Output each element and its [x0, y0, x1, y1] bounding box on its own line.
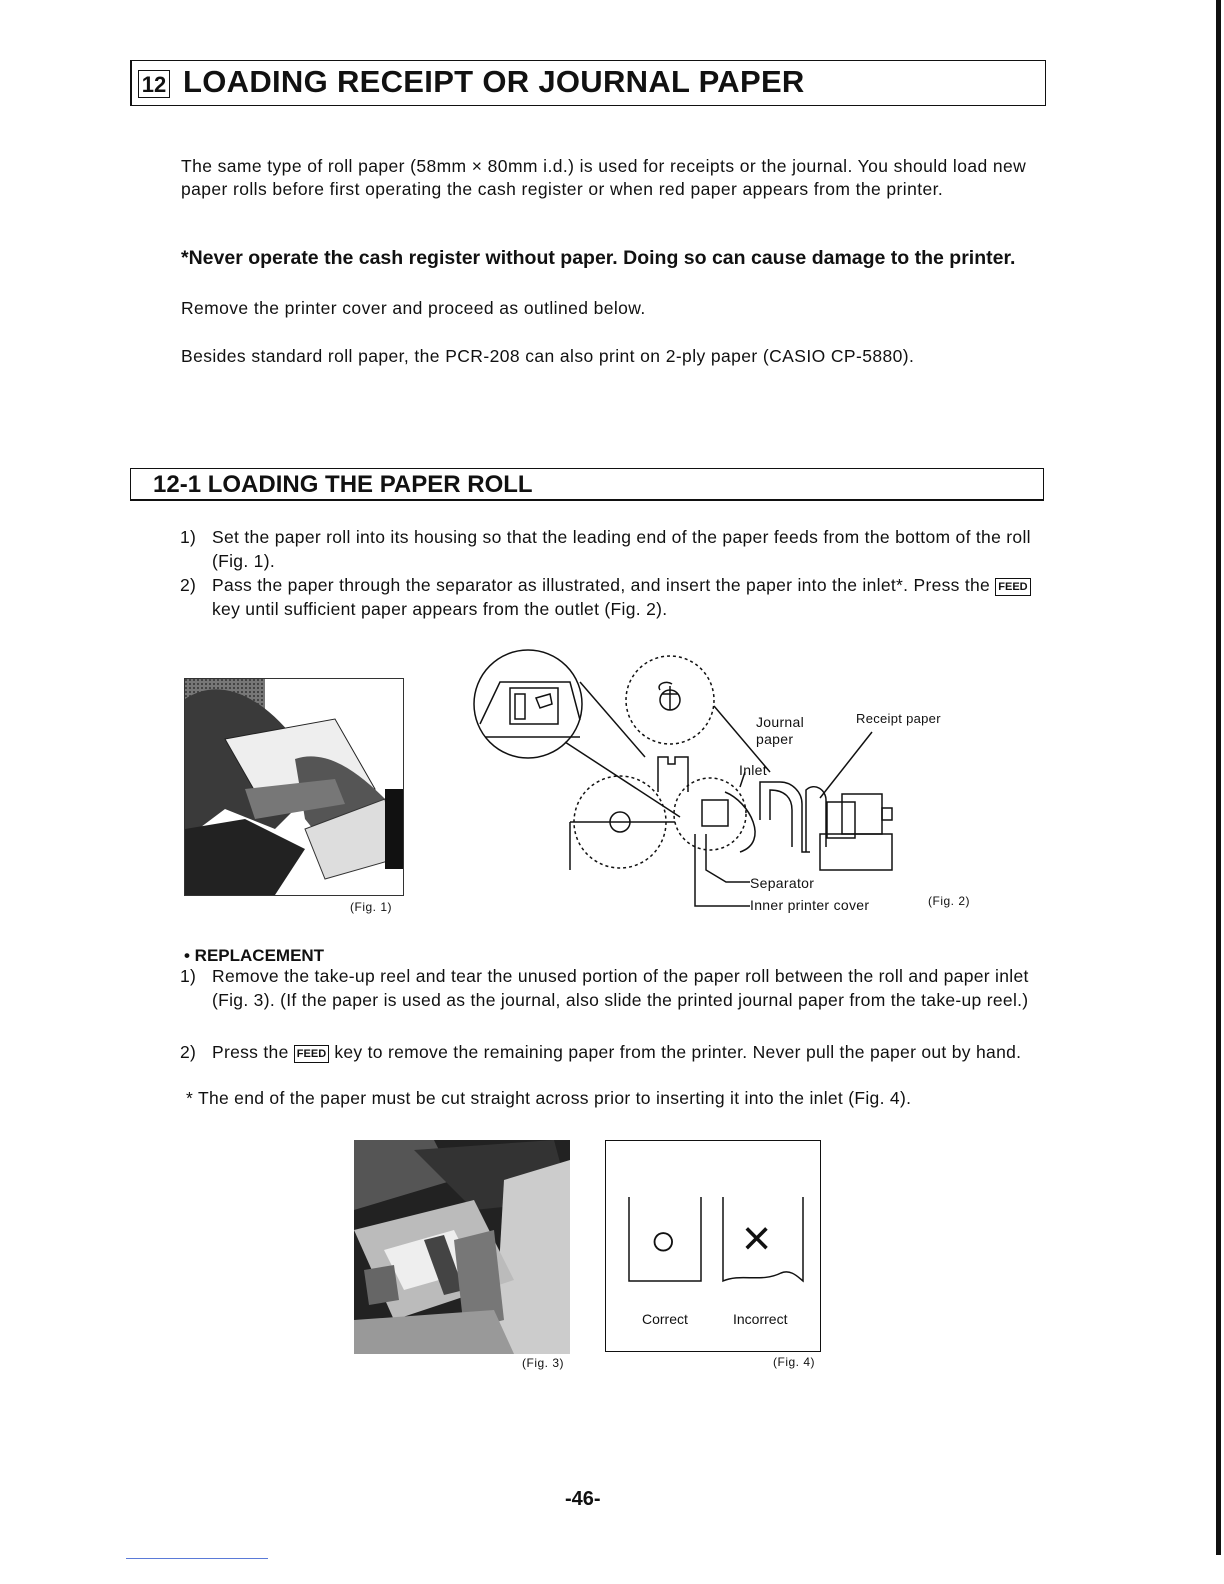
step-text-before: Press the: [212, 1042, 289, 1062]
replacement-step-1: [180, 964, 1046, 1012]
subsection-rule: [130, 499, 1044, 501]
label-journal-paper: paper: [756, 731, 794, 747]
step-1: [180, 525, 1046, 573]
figure-2-diagram: [470, 642, 990, 922]
printer-mechanism-icon: [354, 1140, 570, 1354]
replacement-step-2: [180, 1040, 1046, 1064]
label-journal: Journal: [756, 714, 805, 730]
label-inlet: Inlet: [739, 762, 767, 778]
replacement-heading: • REPLACEMENT: [184, 946, 325, 965]
page-edge-rule: [1216, 0, 1221, 1555]
page-number: -46-: [565, 1488, 601, 1510]
step-text-before: Pass the paper through the separator as illustrated, and insert the paper into the inlet*. Press the: [212, 575, 991, 595]
label-inner-cover: Inner printer cover: [750, 897, 870, 913]
section-title: LOADING RECEIPT OR JOURNAL PAPER: [183, 64, 805, 99]
step-number: 2): [180, 575, 197, 595]
warning-text: *Never operate the cash register without paper. Doing so can cause damage to the printer.: [181, 247, 1016, 269]
figure-1-photo: [184, 678, 404, 896]
figure-1-caption: (Fig. 1): [350, 900, 393, 914]
footer-rule: [126, 1558, 268, 1559]
step-text: [212, 1040, 1046, 1064]
paper-cut-diagram: [606, 1141, 822, 1353]
feed-key: FEED: [995, 578, 1030, 596]
incorrect-label: Incorrect: [733, 1311, 788, 1327]
figure-3-caption: (Fig. 3): [522, 1356, 565, 1370]
replacement-note: * The end of the paper must be cut straight across prior to inserting it into the inlet (Fig. 4).: [186, 1088, 912, 1108]
feed-key: FEED: [294, 1045, 329, 1063]
figure-4-caption: (Fig. 4): [773, 1355, 816, 1369]
step-text-after: key to remove the remaining paper from the printer. Never pull the paper out by hand.: [334, 1042, 1022, 1062]
figure-4-box: [605, 1140, 821, 1352]
step-number: 1): [180, 966, 197, 986]
section-number: 12: [138, 70, 170, 98]
figure-3-photo: [354, 1140, 570, 1354]
label-receipt-paper: Receipt paper: [856, 711, 941, 726]
label-separator: Separator: [750, 875, 815, 891]
step-text: Set the paper roll into its housing so that the leading end of the paper feeds from the bottom of the roll (Fig. 1).: [212, 527, 1031, 571]
figure-2-caption: (Fig. 2): [928, 894, 971, 908]
step-text: [212, 573, 1046, 621]
correct-label: Correct: [642, 1311, 688, 1327]
step-text-after: key until sufficient paper appears from the outlet (Fig. 2).: [212, 599, 668, 619]
step-2: [180, 573, 1046, 621]
incorrect-symbol: ×: [742, 1210, 772, 1266]
paper-compat-paragraph: Besides standard roll paper, the PCR-208 can also print on 2-ply paper (CASIO CP-5880).: [181, 346, 915, 366]
instruction-paragraph: Remove the printer cover and proceed as outlined below.: [181, 298, 646, 318]
step-number: 2): [180, 1042, 197, 1062]
step-text: Remove the take-up reel and tear the unused portion of the paper roll between the roll and paper inlet (Fig. 3). (If the paper is used as the journal, also slide the printed journal paper from the take-up reel.): [212, 966, 1029, 1010]
step-number: 1): [180, 527, 197, 547]
correct-symbol: ○: [650, 1216, 677, 1265]
hand-loading-paper-icon: [185, 679, 403, 895]
intro-paragraph: The same type of roll paper (58mm × 80mm i.d.) is used for receipts or the journal. You should load new paper rolls before first operating the cash register or when red paper appears from the printer.: [181, 156, 1027, 199]
subsection-title: 12-1 LOADING THE PAPER ROLL: [153, 471, 533, 498]
